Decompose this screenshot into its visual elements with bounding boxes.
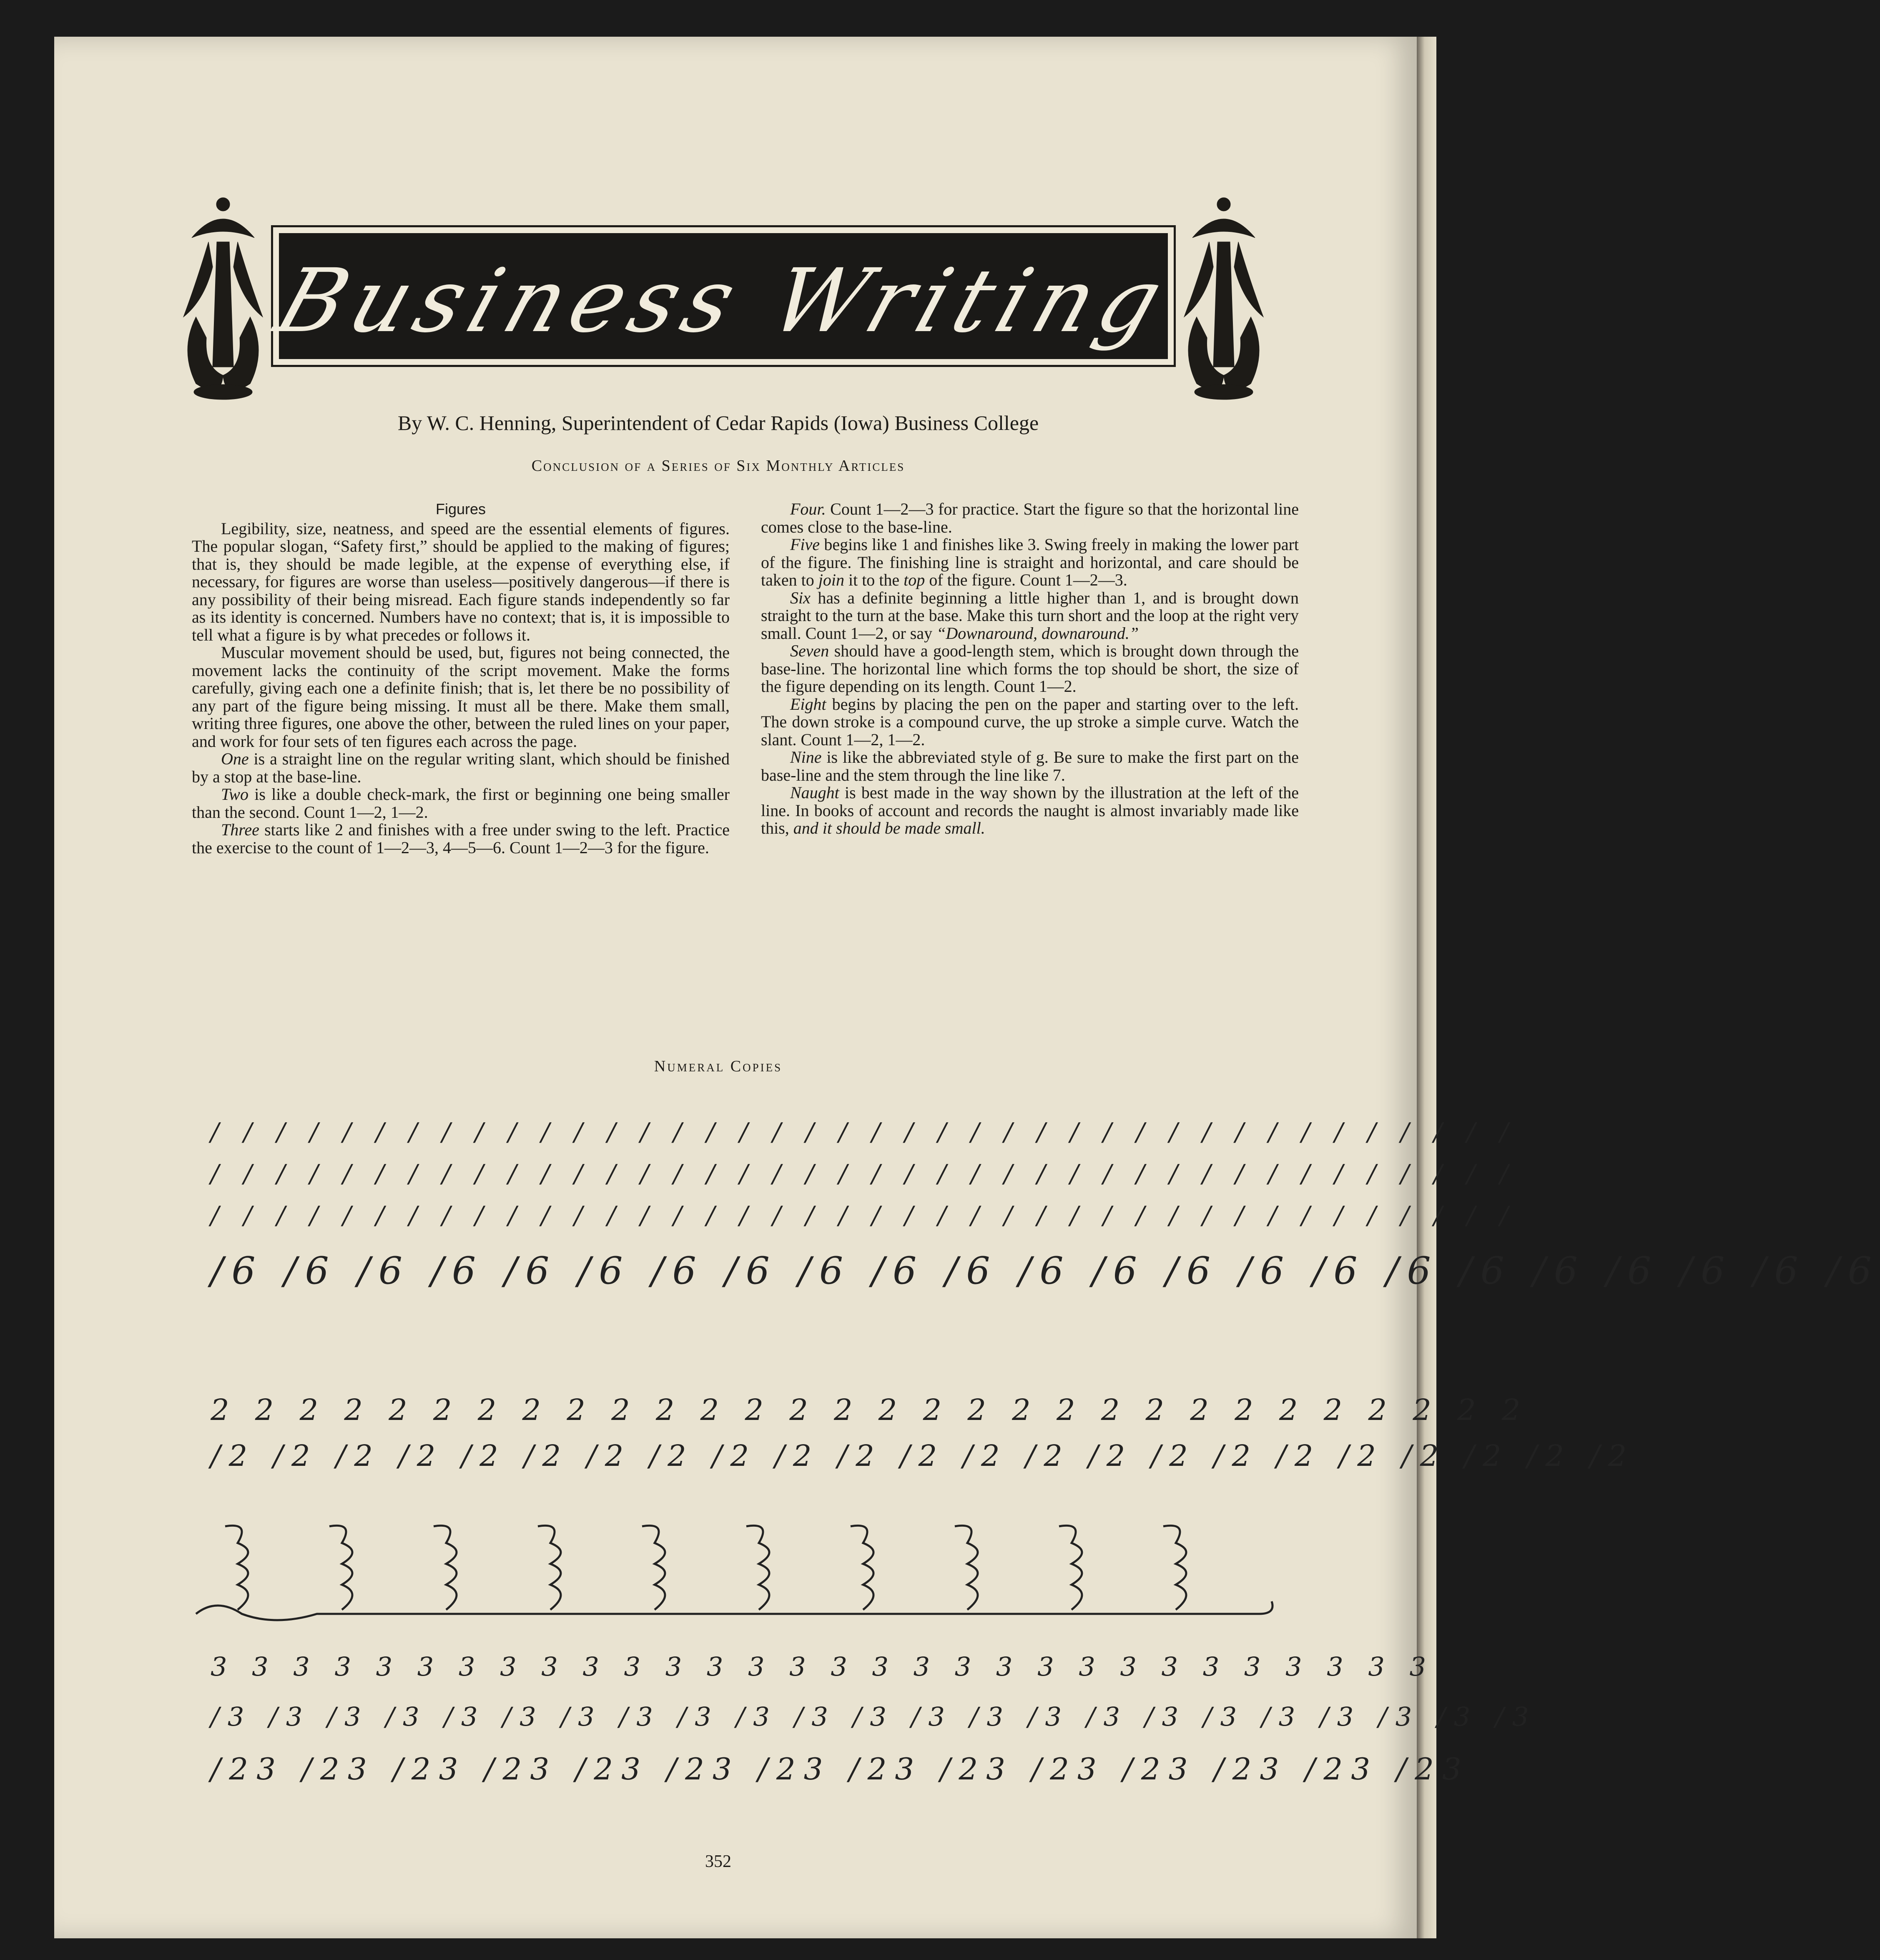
- page-title: Business Writing: [264, 250, 1182, 352]
- paragraph: Legibility, size, neatness, and speed are the essential elements of figures. The popular slogan, “Safety first,” should be applied to the making of figures; that is, they should be made legible, at the expense of everything else, if necessary, for figures are worse than useless—positively dangerous—if there is any possibility of their being misread. Each figure stands independently so far as its identity is concerned. Numbers have no context; that is, it is impossible to tell what a figure is by what precedes or follows it.: [192, 519, 730, 644]
- emphasis: “Downaround, downaround.”: [936, 623, 1139, 643]
- page-number: 352: [705, 1852, 731, 1871]
- digit-text: is a straight line on the regular writing slant, which should be finished by a stop at the base-line.: [192, 749, 730, 786]
- byline: By W. C. Henning, Superintendent of Cedar Rapids (Iowa) Business College: [397, 411, 1039, 435]
- emphasis: join: [818, 570, 844, 589]
- digit-text: it to the: [844, 570, 904, 589]
- series-subtitle: Conclusion of a Series of Six Monthly Articles: [531, 457, 905, 475]
- copy-row-ones: / / / / / / / / / / / / / / / / / / / / / / / / / / / / / / / / / / / / / / / /: [211, 1159, 1517, 1189]
- digit-text: begins by placing the pen on the paper and starting over to the left. The down stroke is a compound curve, the up stroke a simple curve. Watch the slant. Count 1—2, 1—2.: [761, 694, 1299, 749]
- paragraph: Muscular movement should be used, but, figures not being connected, the movement lacks the continuity of the script movement. Make the forms carefully, giving each one a definite finish; that is, let there be no possibility of any part of the figure being missing. It must all be there. Make them small, writing three figures, one above the other, between the ruled lines on your paper, and work for four sets of ten figures each across the page.: [192, 643, 730, 751]
- copy-row-one-six: /6 /6 /6 /6 /6 /6 /6 /6 /6 /6 /6 /6 /6 /6 /6 /6 /6 /6 /6 /6 /6 /6 /6: [211, 1249, 1880, 1293]
- digit-text: is like a double check-mark, the first or beginning one being smaller than the second. Count 1—2, 1—2.: [192, 785, 730, 822]
- digit-name: Naught: [790, 783, 839, 802]
- digit-name: One: [221, 749, 249, 768]
- threes-drill-exercise: [192, 1518, 1276, 1626]
- copy-row-ones: / / / / / / / / / / / / / / / / / / / / / / / / / / / / / / / / / / / / / / / /: [211, 1201, 1517, 1230]
- emphasis: top: [904, 570, 925, 589]
- section-heading: Figures: [435, 500, 486, 518]
- digit-name: Eight: [790, 694, 826, 714]
- digit-name: Four.: [790, 500, 826, 518]
- emphasis: and it should be made small.: [793, 819, 985, 837]
- digit-name: Three: [221, 820, 259, 839]
- digit-text: should have a good-length stem, which is brought down through the base-line. The horizontal line which forms the top should be short, the size of the figure depending on its length. Count 1—2.: [761, 641, 1299, 696]
- digit-name: Nine: [790, 748, 822, 766]
- numeral-copies-title: Numeral Copies: [654, 1058, 783, 1075]
- copy-row-one-two-three: /23 /23 /23 /23 /23 /23 /23 /23 /23 /23 /23 /23 /23 /23: [211, 1751, 1470, 1787]
- copy-row-threes: 3 3 3 3 3 3 3 3 3 3 3 3 3 3 3 3 3 3 3 3 3 3 3 3 3 3 3 3 3 3: [211, 1651, 1434, 1682]
- digit-text: is like the abbreviated style of g. Be sure to make the first part on the base-line and the stem through the line like 7.: [761, 748, 1299, 784]
- copy-row-twos: 2 2 2 2 2 2 2 2 2 2 2 2 2 2 2 2 2 2 2 2 2 2 2 2 2 2 2 2 2 2: [211, 1393, 1529, 1427]
- digit-name: Two: [221, 785, 248, 804]
- digit-text: starts like 2 and finishes with a free under swing to the left. Practice the exercise to the count of 1—2—3, 4—5—6. Count 1—2—3 for the figure.: [192, 820, 730, 857]
- digit-text: begins like 1 and finishes like 3. Swing freely in making the lower part of the figure. The finishing line is straight and horizontal, and care should be taken to: [761, 535, 1299, 589]
- copy-row-ones: / / / / / / / / / / / / / / / / / / / / / / / / / / / / / / / / / / / / / / / /: [211, 1118, 1517, 1147]
- copy-row-one-two: /2 /2 /2 /2 /2 /2 /2 /2 /2 /2 /2 /2 /2 /2 /2 /2 /2 /2 /2 /2 /2 /2 /2: [211, 1439, 1635, 1473]
- digit-name: Seven: [790, 641, 829, 660]
- digit-text: is best made in the way shown by the illustration at the left of the line. In books of account and records the naught is almost invariably made like this,: [761, 783, 1299, 837]
- digit-text: of the figure. Count 1—2—3.: [925, 570, 1127, 589]
- digit-name: Five: [790, 535, 820, 554]
- digit-name: Six: [790, 588, 811, 607]
- digit-text: Count 1—2—3 for practice. Start the figure so that the horizontal line comes close to the base-line.: [761, 500, 1299, 536]
- copy-row-one-three: /3 /3 /3 /3 /3 /3 /3 /3 /3 /3 /3 /3 /3 /3 /3 /3 /3 /3 /3 /3 /3 /3 /3: [211, 1701, 1537, 1732]
- digit-text: has a definite beginning a little higher than 1, and is brought down straight to the turn at the base. Make this turn short and the loop at the right very small. Count 1—2, or say: [761, 588, 1299, 643]
